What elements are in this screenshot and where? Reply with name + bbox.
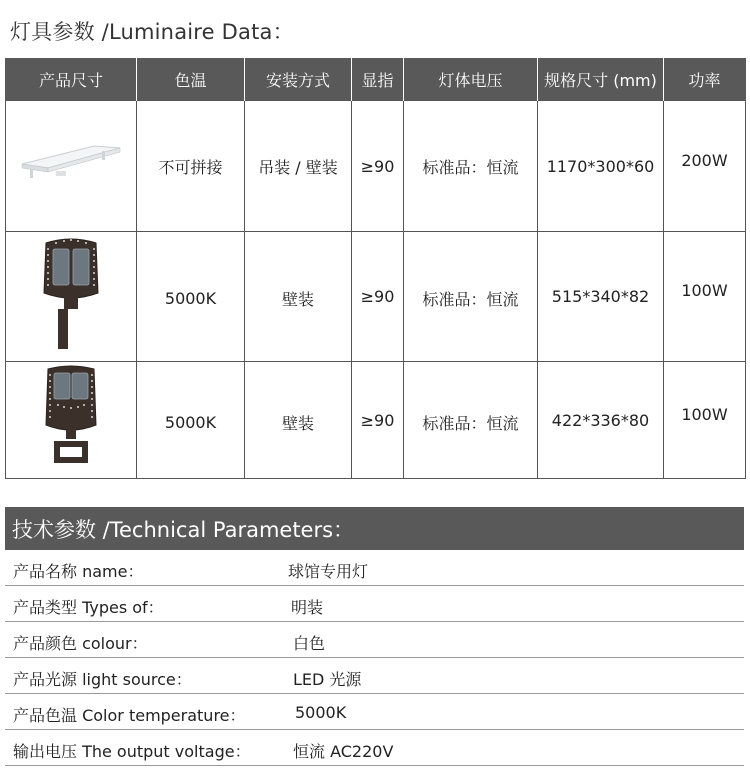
voltage-value: 标准品：恒流 bbox=[422, 290, 519, 309]
power-value: 100W bbox=[681, 281, 728, 300]
cri-cell: ≥90 bbox=[352, 362, 404, 479]
list-item bbox=[5, 622, 744, 658]
luminaire-table bbox=[5, 58, 746, 479]
mount-value: 壁装 bbox=[281, 413, 314, 433]
param-label: 产品颜色 colour： bbox=[13, 634, 148, 653]
cct-value: 5000K bbox=[164, 289, 217, 308]
dimension-cell: 515*340*82 bbox=[538, 232, 664, 362]
param-value: 白色 bbox=[293, 634, 326, 653]
param-label: 产品色温 Color temperature： bbox=[13, 706, 246, 725]
product-image-cell bbox=[6, 232, 137, 362]
param-value: 5000K bbox=[295, 703, 347, 722]
param-label: 产品光源 light source： bbox=[13, 670, 192, 689]
cct-cell bbox=[137, 232, 245, 362]
list-item bbox=[5, 550, 744, 586]
cri-cell: ≥90 bbox=[352, 101, 404, 232]
mount-value: 壁装 bbox=[281, 290, 314, 309]
col-header-power: 功率 bbox=[664, 58, 746, 101]
dimension-cell: 1170*300*60 bbox=[538, 101, 664, 232]
product-image-cell bbox=[6, 362, 137, 479]
col-header-mounting: 安装方式 bbox=[245, 58, 352, 101]
flood-light-fixture-image bbox=[36, 363, 106, 473]
voltage-cell bbox=[404, 232, 538, 362]
power-value: 200W bbox=[681, 150, 728, 170]
linear-fixture-image bbox=[16, 134, 126, 194]
param-label: 产品类型 Types of： bbox=[13, 598, 164, 617]
cct-cell bbox=[137, 362, 245, 479]
voltage-cell: 标准品：恒流 bbox=[404, 101, 538, 232]
param-value: LED 光源 bbox=[293, 670, 362, 689]
list-item bbox=[5, 730, 744, 766]
param-label: 输出电压 The output voltage： bbox=[13, 742, 251, 761]
voltage-value: 标准品：恒流 bbox=[422, 413, 519, 433]
voltage-cell bbox=[404, 362, 538, 479]
technical-section-title: 技术参数 /Technical Parameters： bbox=[12, 518, 355, 542]
technical-section-header bbox=[5, 507, 744, 550]
power-cell bbox=[664, 101, 746, 232]
table-row bbox=[6, 362, 746, 479]
cri-cell: ≥90 bbox=[352, 232, 404, 362]
mount-cell: 吊装 / 壁装 bbox=[245, 101, 352, 232]
luminaire-section-title: 灯具参数 /Luminaire Data： bbox=[10, 20, 294, 44]
table-row bbox=[6, 232, 746, 362]
col-header-product-size: 产品尺寸 bbox=[6, 58, 137, 101]
param-value: 球馆专用灯 bbox=[288, 562, 369, 581]
mount-cell bbox=[245, 232, 352, 362]
list-item bbox=[5, 694, 744, 730]
cct-value: 5000K bbox=[164, 412, 217, 432]
table-row bbox=[6, 101, 746, 232]
param-value: 明装 bbox=[291, 598, 324, 617]
list-item bbox=[5, 586, 744, 622]
power-value: 100W bbox=[681, 404, 728, 424]
dimension-cell: 422*336*80 bbox=[538, 362, 664, 479]
col-header-cri: 显指 bbox=[352, 58, 404, 101]
list-item bbox=[5, 658, 744, 694]
col-header-dimensions: 规格尺寸 (mm) bbox=[538, 58, 664, 101]
power-cell bbox=[664, 362, 746, 479]
col-header-voltage: 灯体电压 bbox=[404, 58, 538, 101]
mount-cell bbox=[245, 362, 352, 479]
product-image-cell bbox=[6, 101, 137, 232]
street-light-fixture-image bbox=[36, 235, 106, 355]
col-header-cct: 色温 bbox=[137, 58, 245, 101]
technical-parameters-list bbox=[5, 550, 744, 766]
cct-cell: 不可拼接 bbox=[137, 101, 245, 232]
param-value: 恒流 AC220V bbox=[293, 742, 394, 761]
table-header-row bbox=[6, 58, 746, 101]
param-label: 产品名称 name： bbox=[13, 562, 144, 581]
power-cell bbox=[664, 232, 746, 362]
